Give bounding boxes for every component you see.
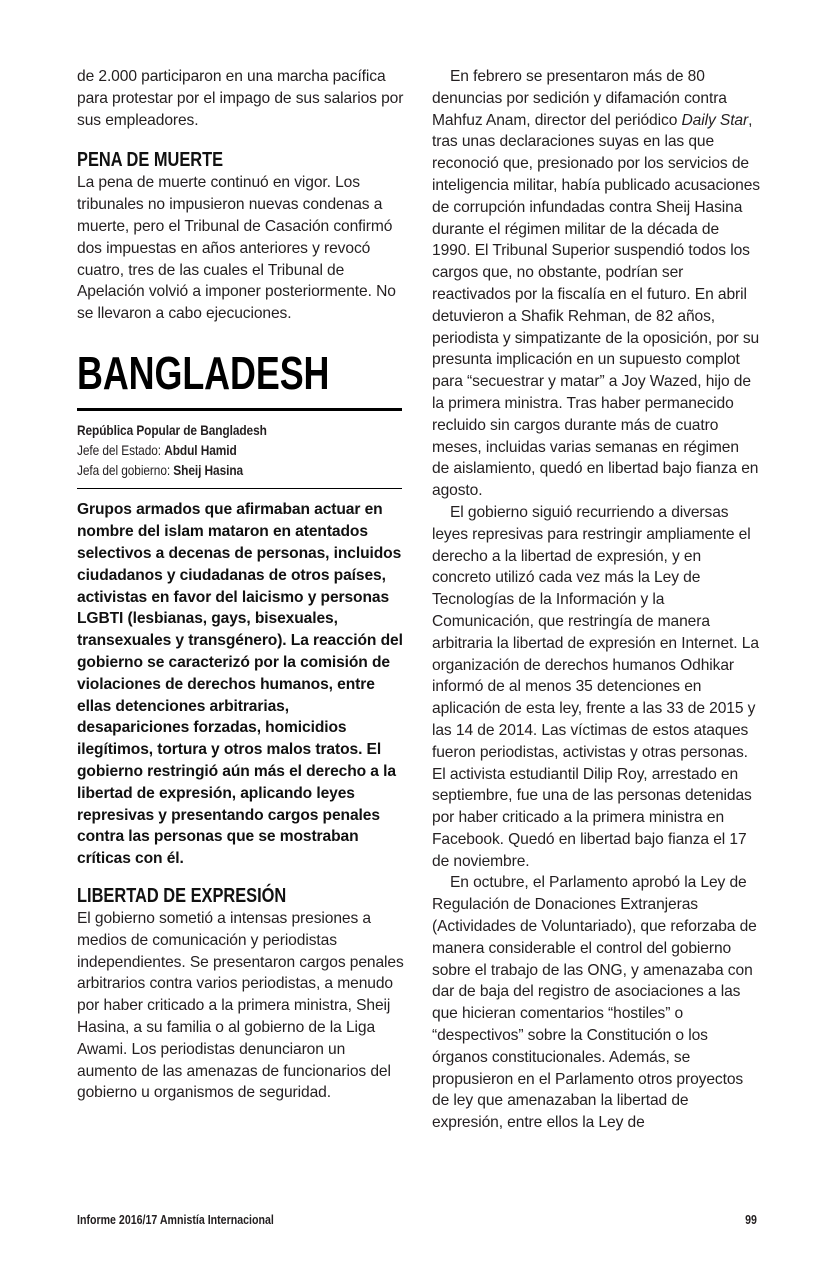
page-footer xyxy=(77,1213,757,1227)
head-of-state-name: Abdul Hamid xyxy=(164,441,237,458)
continuation-paragraph: de 2.000 participaron en una marcha pacífica para protestar por el impago de sus salarios por sus empleadores. xyxy=(77,68,404,129)
right-column xyxy=(432,66,760,1134)
newspaper-title: Daily Star xyxy=(681,111,749,129)
head-of-government-label: Jefa del gobierno: xyxy=(77,461,174,478)
head-of-state-label: Jefe del Estado: xyxy=(77,441,165,458)
country-facts-box xyxy=(77,420,404,480)
left-column xyxy=(77,66,404,1104)
paragraph-ict-law: El gobierno siguió recurriendo a diversas leyes represivas para restringir ampliamente el derecho a la libertad de expresión, y en concreto utilizó cada vez más la Ley de Tecnologías de la Información y la Comunicación, que restringía de manera arbitraria la libertad de expresión en Internet. La organización de derechos humanos Odhikar informó de al menos 35 detenciones en aplicación de esta ley, frente a las 33 de 2015 y las 14 de 2014. Las víctimas de estos ataques fueron periodistas, activistas y otras personas. El activista estudiantil Dilip Roy, arrestado en septiembre, fue una de las personas detenidas por haber criticado a la primera ministra en Facebook. Quedó en libertad bajo fianza el 17 de noviembre. xyxy=(432,503,759,870)
paragraph-daily-star xyxy=(432,66,760,502)
freedom-of-expression-paragraph: El gobierno sometió a intensas presiones a medios de comunicación y periodistas independientes. Se presentaron cargos penales arbitrarios contra varios periodistas, a menudo por haber criticado a la primera ministra, Sheij Hasina, a su familia o al gobierno de la Liga Awami. Los periodistas denunciaron un aumento de las amenazas de funcionarios del gobierno u organismos de seguridad. xyxy=(77,910,404,1102)
head-of-government-name: Sheij Hasina xyxy=(173,461,244,478)
official-country-name: República Popular de Bangladesh xyxy=(77,421,267,438)
country-title: BANGLADESH xyxy=(77,346,330,399)
section-heading-freedom-of-expression: LIBERTAD DE EXPRESIÓN xyxy=(77,885,287,908)
paragraph-text: , tras unas declaraciones suyas en las que reconoció que, presionado por los servicios de inteligencia militar, había publicado acusaciones de corrupción infundadas contra Sheij Hasina durante el régimen militar de la década de 1990. El Tribunal Superior suspendió todos los cargos que, no obstante, podrían ser reactivados por la fiscalía en el futuro. En abril detuvieron a Shafik Rehman, de 82 años, periodista y simpatizante de la oposición, por su presunta implicación en un supuesto complot para “secuestrar y matar” a Joy Wazed, hijo de la primera ministra. Tras haber permanecido recluido sin cargos durante más de cuatro meses, incluidas varias semanas en régimen de aislamiento, quedó en libertad bajo fianza en agosto. xyxy=(432,111,760,500)
section-heading-death-penalty: PENA DE MUERTE xyxy=(77,149,224,172)
death-penalty-paragraph: La pena de muerte continuó en vigor. Los tribunales no impusieron nuevas condenas a muerte, pero el Tribunal de Casación confirmó dos impuestas en años anteriores y revocó cuatro, tres de las cuales el Tribunal de Apelación volvió a imponer posteriormente. No se llevaron a cabo ejecuciones. xyxy=(77,174,396,323)
paragraph-foreign-donations-law: En octubre, el Parlamento aprobó la Ley de Regulación de Donaciones Extranjeras (Actividades de Voluntariado), que reforzaba de manera considerable el control del gobierno sobre el trabajo de las ONG, y amenazaba con dar de baja del registro de asociaciones a las que hicieran comentarios “hostiles” o “despectivos” sobre la Constitución o los órganos constitucionales. Además, se propusieron en el Parlamento otros proyectos de ley que amenazaban la libertad de expresión, entre ellos la Ley de xyxy=(432,874,757,1132)
publication-title: Informe 2016/17 Amnistía Internacional xyxy=(77,1213,274,1227)
page-number: 99 xyxy=(745,1213,757,1227)
summary-paragraph: Grupos armados que afirmaban actuar en nombre del islam mataron en atentados selectivos a decenas de personas, incluidos ciudadanos y ciudadanas de otros países, activistas en favor del laicismo y personas LGBTI (lesbianas, gays, bisexuales, transexuales y transgénero). La reacción del gobierno se caracterizó por la comisión de violaciones de derechos humanos, entre ellas detenciones arbitrarias, desapariciones forzadas, homicidios ilegítimos, tortura y otros malos tratos. El gobierno restringió aún más el derecho a la libertad de expresión, aplicando leyes represivas y presentando cargos penales contra las personas que se mostraban críticas con él. xyxy=(77,501,403,868)
paragraph-text: En febrero se presentaron más de 80 denuncias por sedición y difamación contra Mahfuz Anam, director del periódico xyxy=(432,68,727,129)
